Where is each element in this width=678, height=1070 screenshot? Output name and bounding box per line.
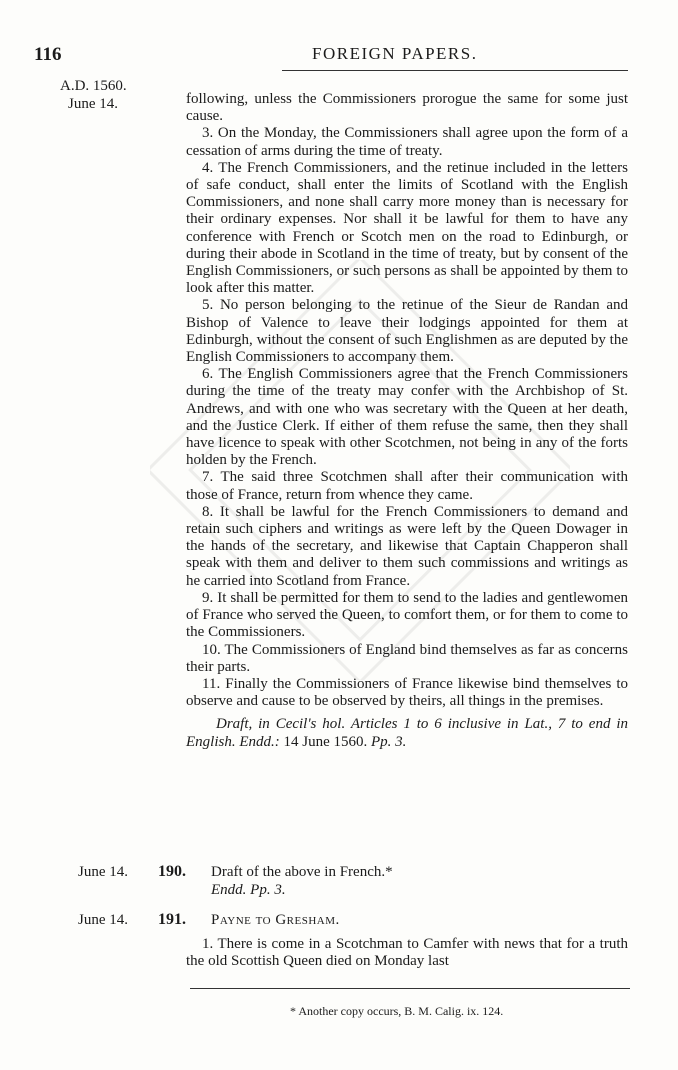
footnote: * Another copy occurs, B. M. Calig. ix. 124.	[290, 1004, 504, 1018]
note-date: 14 June 1560.	[279, 733, 371, 750]
paragraph: 5. No person belonging to the retinue of the Sieur de Randan and Bishop of Valence to leave their lodgings appointed for them at Edinburgh, without the consent of such Englishmen as are deputed by the English Commissioners to accompany them.	[186, 297, 628, 366]
entry-number: 191.	[158, 911, 186, 928]
paragraph: 3. On the Monday, the Commissioners shall agree upon the form of a cessation of arms during the time of treaty.	[186, 125, 628, 159]
paragraph: following, unless the Commissioners prorogue the same for some just cause.	[186, 91, 628, 125]
entry-title: Payne to Gresham.	[211, 912, 340, 928]
paragraph: 4. The French Commissioners, and the retinue included in the letters of safe conduct, shall enter the limits of Scotland with the English Commissioners, and none shall carry more money than is necessary for their ordinary expenses. Nor shall it be lawful for them to have any conference with French or Scotch men on the road to Edinburgh, or during their abode in Scotland in the time of treaty, but by consent of the English Commissioners, or such persons as shall be appointed by them to look after this matter.	[186, 159, 628, 297]
running-head: FOREIGN PAPERS.	[312, 44, 478, 63]
paragraph: 10. The Commissioners of England bind themselves as far as concerns their parts.	[186, 641, 628, 675]
footnote-rule	[190, 988, 630, 989]
page-number: 116	[34, 44, 62, 65]
paragraph: 9. It shall be permitted for them to send to the ladies and gentlewomen of France who served the Queen, to comfort them, or for them to come to the Commissioners.	[186, 589, 628, 641]
entry-body	[186, 936, 628, 970]
entry-date: June 14.	[78, 912, 128, 928]
paragraph: 11. Finally the Commissioners of France likewise bind themselves to observe and cause to be observed by theirs, all things in the premises.	[186, 675, 628, 710]
note-pages: Pp. 3.	[371, 733, 407, 750]
paragraph: 6. The English Commissioners agree that the French Commissioners during the time of the treaty may confer with the Archbishop of St. Andrews, and with one who was secretary with the Queen at her death, and the Justice Clerk. If either of them refuse the same, then they shall have licence to speak with other Scotchmen, not being in any of the forts holden by the French.	[186, 366, 628, 469]
paragraph: 7. The said three Scotchmen shall after their communication with those of France, return from whence they came.	[186, 469, 628, 503]
margin-date: June 14.	[68, 96, 118, 112]
entry-number: 190.	[158, 863, 186, 880]
margin-year: A.D. 1560.	[60, 78, 127, 94]
header-rule	[282, 70, 628, 71]
article-text	[186, 91, 628, 751]
entry-date: June 14.	[78, 864, 128, 880]
paragraph: 1. There is come in a Scotchman to Camfer with news that for a truth the old Scottish Queen died on Monday last	[186, 936, 628, 970]
note-description: Draft, in Cecil's hol. Articles 1 to 6 inclusive in Lat., 7 to end in English. Endd.:	[186, 716, 628, 750]
entry-title: Draft of the above in French.*	[211, 864, 393, 880]
entry-meta: Endd. Pp. 3.	[211, 882, 286, 898]
paragraph: 8. It shall be lawful for the French Commissioners to demand and retain such ciphers and writings as were left by the Queen Dowager in the hands of the secretary, and likewise that Captain Chapperon shall speak with them and deliver to them such commissions and writings as he carried into Scotland from France.	[186, 503, 628, 589]
document-note	[186, 716, 628, 750]
